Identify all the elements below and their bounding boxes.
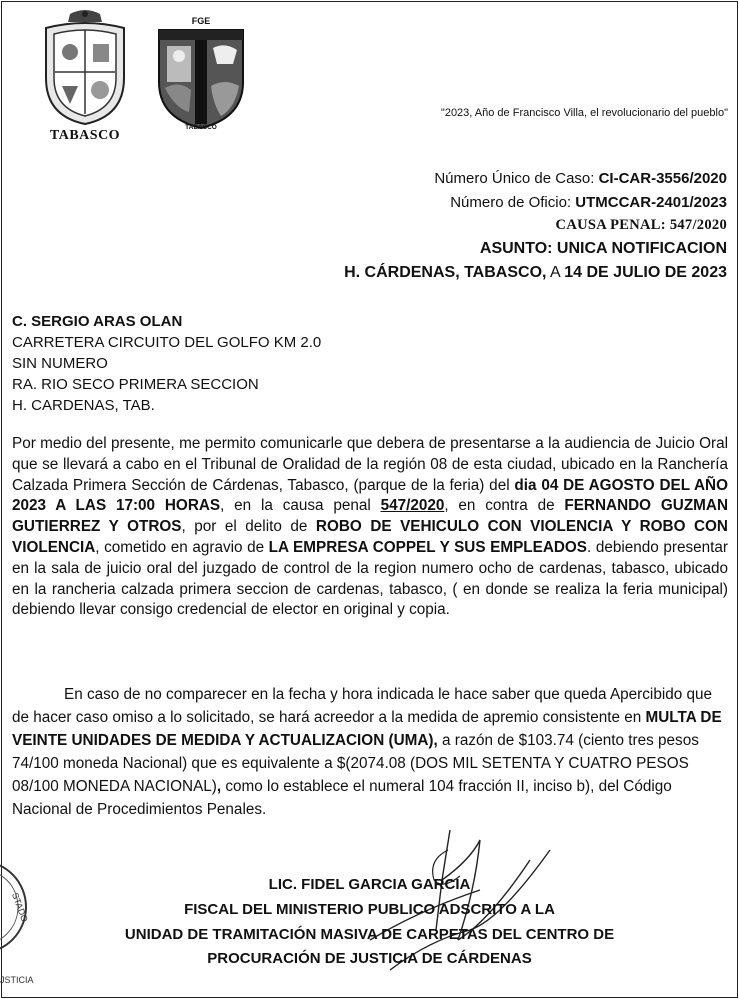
summons-paragraph — [12, 434, 728, 621]
p2-text-3: como lo establece el numeral 104 fracción II, inciso b), del Código Nacional de Procedimientos Penales. — [12, 778, 672, 818]
year-motto: "2023, Año de Francisco Villa, el revolucionario del pueblo" — [440, 107, 728, 119]
tabasco-seal-label: TABASCO — [49, 128, 121, 143]
p2-text-2: a razón de $103.74 (ciento tres pesos 74/100 moneda Nacional) que es equivalente a $(2074.08 (DOS MIL SETENTA Y CUATRO PESOS 08/100 MONEDA NACIONAL) — [12, 732, 699, 795]
hearing-date: dia 04 DE AGOSTO DEL AÑO 2023 A LAS 17:00 HORAS — [12, 476, 728, 515]
p1-text-4: , por el delito de — [181, 518, 316, 536]
case-number-label: Número Único de Caso: — [434, 170, 599, 187]
p1-text-2: , en la causa penal — [220, 497, 381, 515]
p2-text-1: En caso de no comparecer en la fecha y hora indicada le hace saber que queda Apercibido que de hacer caso omiso a lo solicitado, se hará acreedor a la medida de apremio consistente en — [12, 686, 713, 726]
stamp-text-1: STADO — [9, 891, 30, 924]
stamp-text-2: JSTICIA — [0, 975, 34, 985]
recipient-name: C. SERGIO ARAS OLAN — [12, 313, 183, 330]
office-number: UTMCCAR-2401/2023 — [575, 194, 727, 211]
tabasco-seal-icon — [40, 8, 130, 126]
signer-title-2: UNIDAD DE TRAMITACIÓN MASIVA DE CARPETAS DEL CENTRO DE — [124, 926, 615, 943]
causa-penal: CAUSA PENAL: 547/2020 — [555, 217, 727, 233]
p2-comma: , — [216, 778, 222, 795]
place-date-line — [344, 264, 727, 282]
place: H. CÁRDENAS, TABASCO, — [344, 264, 547, 281]
warning-paragraph — [12, 683, 728, 821]
accused-names: FERNANDO GUZMAN GUTIERREZ Y OTROS — [12, 497, 728, 536]
letter-date: 14 DE JULIO DE 2023 — [564, 264, 727, 281]
subject-line: ASUNTO: UNICA NOTIFICACION — [479, 240, 727, 257]
fge-seal-top-label: FGE — [191, 16, 211, 26]
fine-description: MULTA DE VEINTE UNIDADES DE MEDIDA Y ACTUALIZACION (UMA), — [12, 709, 722, 749]
office-number-line — [450, 194, 727, 211]
recipient-address-line2: SIN NUMERO — [12, 355, 108, 372]
signer-title-3: PROCURACIÓN DE JUSTICIA DE CÁRDENAS — [207, 950, 532, 967]
offense: ROBO DE VEHICULO CON VIOLENCIA Y ROBO CON VIOLENCIA — [12, 518, 728, 556]
recipient-address-line3: RA. RIO SECO PRIMERA SECCION — [12, 376, 259, 393]
recipient-address-line1: CARRETERA CIRCUITO DEL GOLFO KM 2.0 — [12, 334, 322, 351]
victim: LA EMPRESA COPPEL Y SUS EMPLEADOS — [268, 538, 588, 556]
signer-name: LIC. FIDEL GARCIA GARCIA — [268, 876, 471, 893]
fge-seal-bottom-label: TABASCO — [185, 124, 217, 131]
place-connector: A — [546, 264, 565, 281]
p1-text-5: , cometido en agravio de — [95, 538, 269, 556]
case-number-line — [434, 170, 727, 187]
recipient-address-line4: H. CARDENAS, TAB. — [12, 397, 155, 414]
fge-seal-icon — [155, 12, 247, 130]
causa-penal-ref: 547/2020 — [380, 497, 445, 515]
signer-title-1: FISCAL DEL MINISTERIO PUBLICO ADSCRITO A LA — [184, 901, 555, 918]
p1-text-6: . debiendo presentar en la sala de juicio oral del juzgado de control de la region numero ocho de cardenas, tabasco, ubicado en la rancheria calzada primera seccion de cardenas, tabasco, ( en donde se realiza la feria municipal) debiendo llevar consigo credencial de elector en original y copia. — [12, 538, 728, 619]
p1-text-3: , en contra de — [444, 497, 565, 515]
p1-text-1: Por medio del presente, me permito comunicarle que debera de presentarse a la audiencia de Juicio Oral que se llevará a cabo en el Tribunal de Oralidad de la región 08 de esta ciudad, ubicado en la Ranchería Calzada Primera Sección de Cárdenas, Tabasco, (parque de la feria) del — [12, 435, 728, 494]
office-number-label: Número de Oficio: — [450, 194, 576, 211]
case-number: CI-CAR-3556/2020 — [598, 170, 727, 187]
